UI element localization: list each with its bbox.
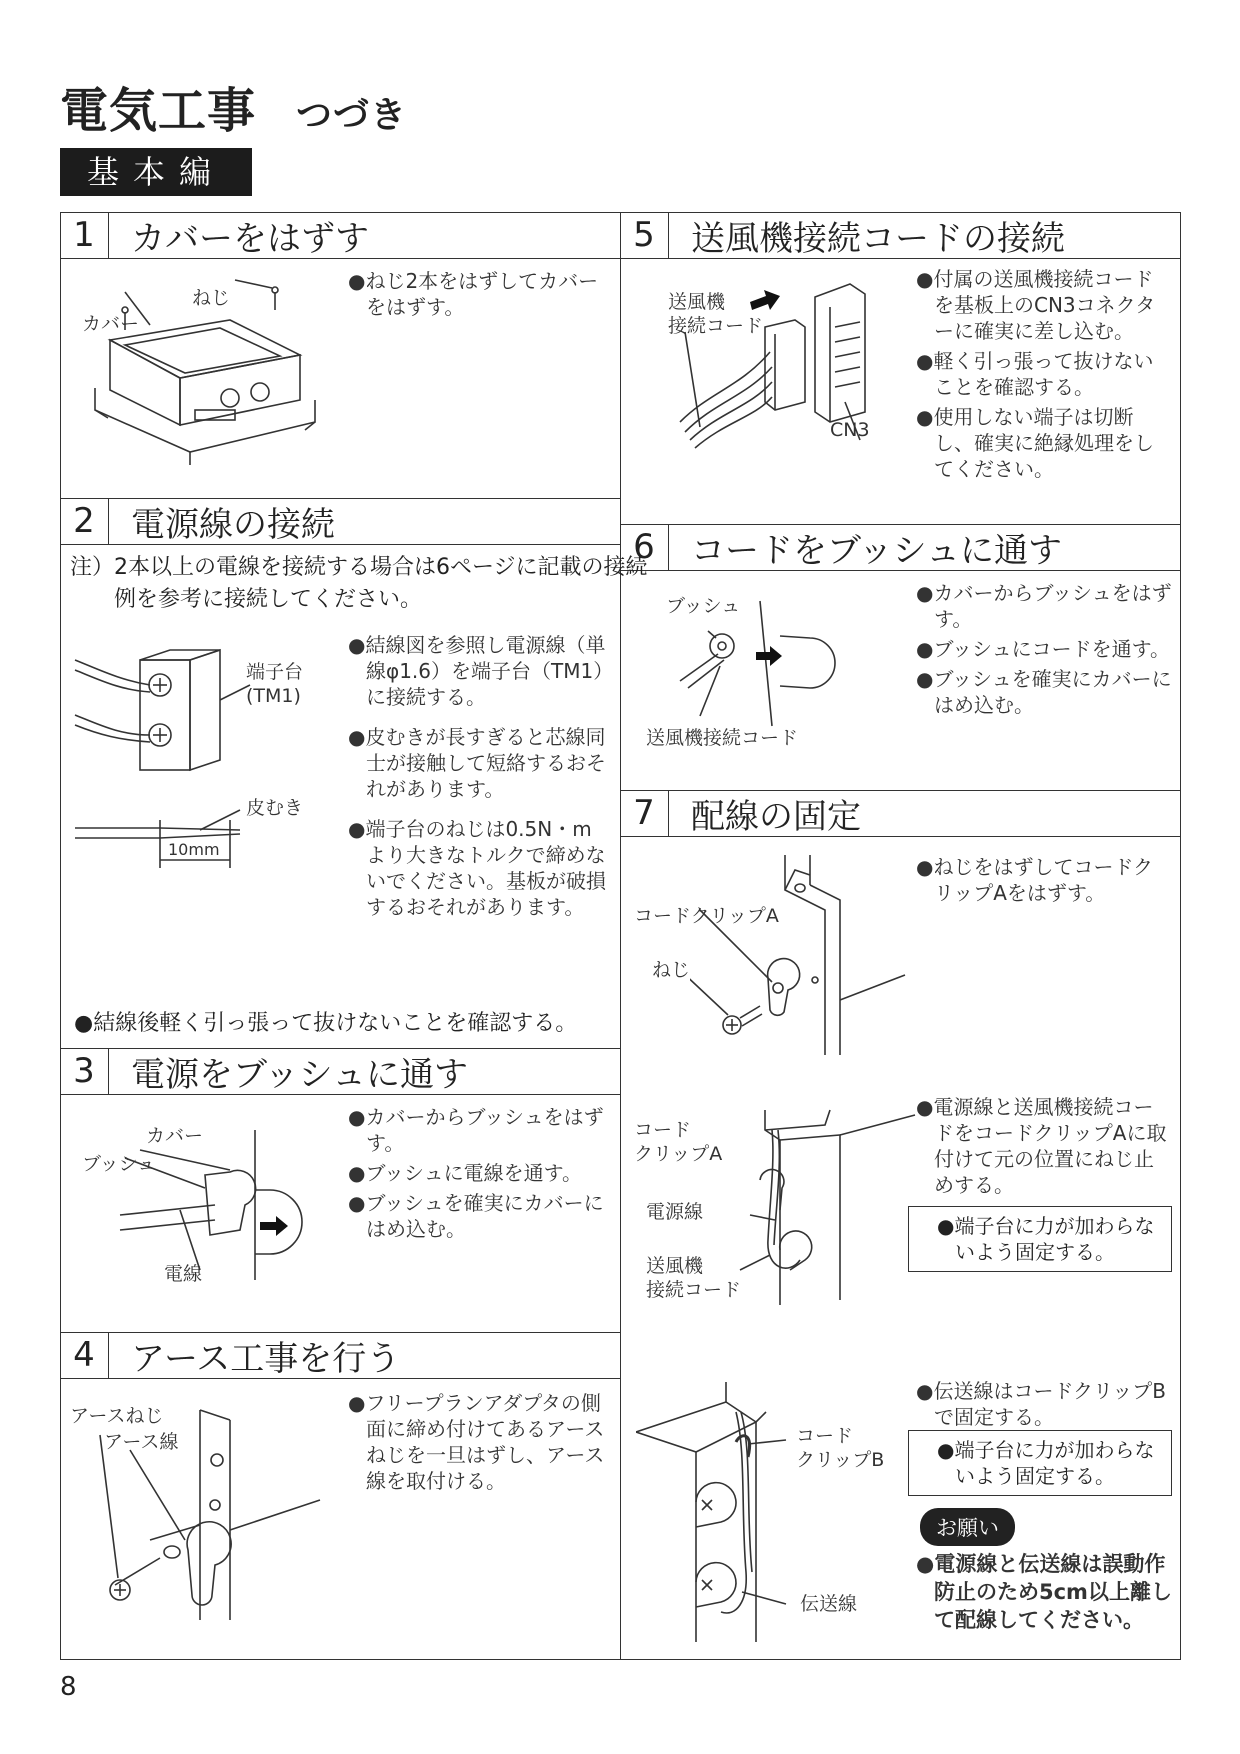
section-1-header [60, 212, 620, 258]
section-title: 送風機接続コードの接続 [691, 218, 1065, 259]
section-7-header [620, 790, 1181, 836]
bullet: ●軽く引っ張って抜けないことを確認する。 [916, 349, 1154, 399]
bullet: ●付属の送風機接続コードを基板上のCN3コネクターに確実に差し込む。 [916, 267, 1156, 343]
section-6-bullets [916, 580, 1172, 722]
label-cover: カバー [146, 1125, 204, 1147]
label-wire: 電線 [164, 1263, 203, 1285]
box-text: ●端子台に力が加わらないよう固定する。 [937, 1438, 1155, 1488]
clip-b-wiring-illustration [636, 1372, 906, 1642]
label-fan-2: 接続コード [646, 1279, 742, 1301]
label-dimension: 10mm [168, 840, 220, 859]
section-title: コードをブッシュに通す [691, 530, 1062, 571]
bullet: ●使用しない端子は切断し、確実に絶縁処理をしてください。 [916, 405, 1154, 481]
section-7-bullets-a [916, 854, 1172, 910]
label-bush: ブッシュ [82, 1153, 157, 1175]
bullet: ●ねじ2本をはずしてカバーをはずす。 [348, 269, 599, 319]
bullet: ●ブッシュにコードを通す。 [916, 637, 1171, 661]
label-clip-a-1: コード [634, 1119, 692, 1141]
title-text: 電気工事 [60, 83, 257, 139]
section-4-bullets [348, 1390, 610, 1498]
section-number: 5 [620, 212, 669, 258]
label-fan-cord-2: 接続コード [668, 315, 764, 337]
section-number: 6 [620, 524, 669, 570]
bullet: ●電源線と伝送線は誤動作防止のため5cm以上離して配線してください。 [916, 1552, 1172, 1632]
bullet: ●カバーからブッシュをはずす。 [916, 581, 1172, 631]
label-clip-b-1: コード [796, 1425, 854, 1447]
section-number: 7 [620, 790, 669, 836]
bullet: ●ねじをはずしてコードクリップAをはずす。 [916, 855, 1154, 905]
section-badge: 基本編 [60, 148, 252, 196]
section-number: 1 [60, 212, 109, 258]
label-fan-cord: 送風機接続コード [646, 727, 799, 749]
label-cover: カバー [82, 313, 140, 335]
clip-a-wiring-illustration [730, 1100, 920, 1310]
section-title: カバーをはずす [131, 218, 369, 259]
bullet: ●伝送線はコードクリップBで固定する。 [916, 1379, 1166, 1429]
label-transmission-line: 伝送線 [800, 1593, 858, 1615]
section-number: 2 [60, 498, 109, 544]
bullet: ●端子台のねじは0.5N・mより大きなトルクで締めないでください。基板が破損するおそれがあります。 [348, 817, 606, 919]
section-1-bullets [348, 268, 610, 324]
page-title [60, 72, 407, 141]
section-5-header [620, 212, 1181, 258]
section-4-header [60, 1332, 620, 1378]
label-strip: 皮むき [246, 797, 304, 819]
section-7-bullets-c [916, 1378, 1172, 1434]
label-earth-wire: アース線 [104, 1431, 179, 1453]
bullet: ●皮むきが長すぎると芯線同士が接触して短絡するおそれがあります。 [348, 725, 606, 801]
label-screw: ねじ [192, 287, 231, 309]
label-cn3: CN3 [830, 419, 870, 441]
section-6-header [620, 524, 1181, 570]
section-7-bullets-b [916, 1094, 1172, 1202]
section-5-bullets [916, 266, 1172, 486]
label-fan-1: 送風機 [646, 1255, 704, 1277]
request-pill: お願い [920, 1508, 1015, 1546]
label-fan-cord-1: 送風機 [668, 291, 726, 313]
section-title: アース工事を行う [131, 1338, 401, 1379]
section-2-bullets [348, 632, 610, 924]
label-clip-a-2: クリップA [634, 1143, 723, 1165]
clip-a-removal-illustration [690, 850, 910, 1060]
label-earth-screw: アースねじ [70, 1405, 164, 1427]
title-subtext: つづき [296, 95, 408, 136]
bullet: ●ブッシュを確実にカバーにはめ込む。 [916, 667, 1172, 717]
label-clip-b-2: クリップB [796, 1449, 885, 1471]
fixing-note-box-1 [908, 1206, 1172, 1272]
bullet: ●ブッシュに電線を通す。 [348, 1161, 583, 1185]
box-text: ●端子台に力が加わらないよう固定する。 [937, 1214, 1155, 1264]
page-number: 8 [60, 1672, 77, 1702]
section-3-header [60, 1048, 620, 1094]
label-power-line: 電源線 [646, 1201, 704, 1223]
bullet: ●フリープランアダプタの側面に締め付けてあるアースねじを一旦はずし、アース線を取付ける。 [348, 1391, 605, 1493]
section-number: 3 [60, 1048, 109, 1094]
bullet: ●電源線と送風機接続コードをコードクリップAに取付けて元の位置にねじ止めする。 [916, 1095, 1167, 1197]
label-terminal-id: (TM1) [246, 685, 301, 707]
bullet: ●結線図を参照し電源線（単線φ1.6）を端子台（TM1）に接続する。 [348, 633, 606, 709]
section-2-footer: ●結線後軽く引っ張って抜けないことを確認する。 [74, 1011, 578, 1036]
section-number: 4 [60, 1332, 109, 1378]
bullet: ●ブッシュを確実にカバーにはめ込む。 [348, 1191, 604, 1241]
section-3-bullets [348, 1104, 610, 1246]
section-2-header [60, 498, 620, 544]
bullet: ●カバーからブッシュをはずす。 [348, 1105, 604, 1155]
section-title: 電源線の接続 [131, 504, 335, 545]
section-title: 電源をブッシュに通す [131, 1054, 468, 1095]
label-bush: ブッシュ [666, 595, 741, 617]
label-terminal: 端子台 [246, 661, 304, 683]
request-text [916, 1550, 1172, 1638]
section-2-note: 注）2本以上の電線を接続する場合は6ページに記載の接続例を参考に接続してください。 [70, 555, 648, 612]
label-screw: ねじ [652, 959, 691, 981]
label-clip-a: コードクリップA [634, 905, 779, 927]
fixing-note-box-2 [908, 1430, 1172, 1496]
column-divider [620, 212, 621, 1660]
section-title: 配線の固定 [691, 796, 861, 837]
